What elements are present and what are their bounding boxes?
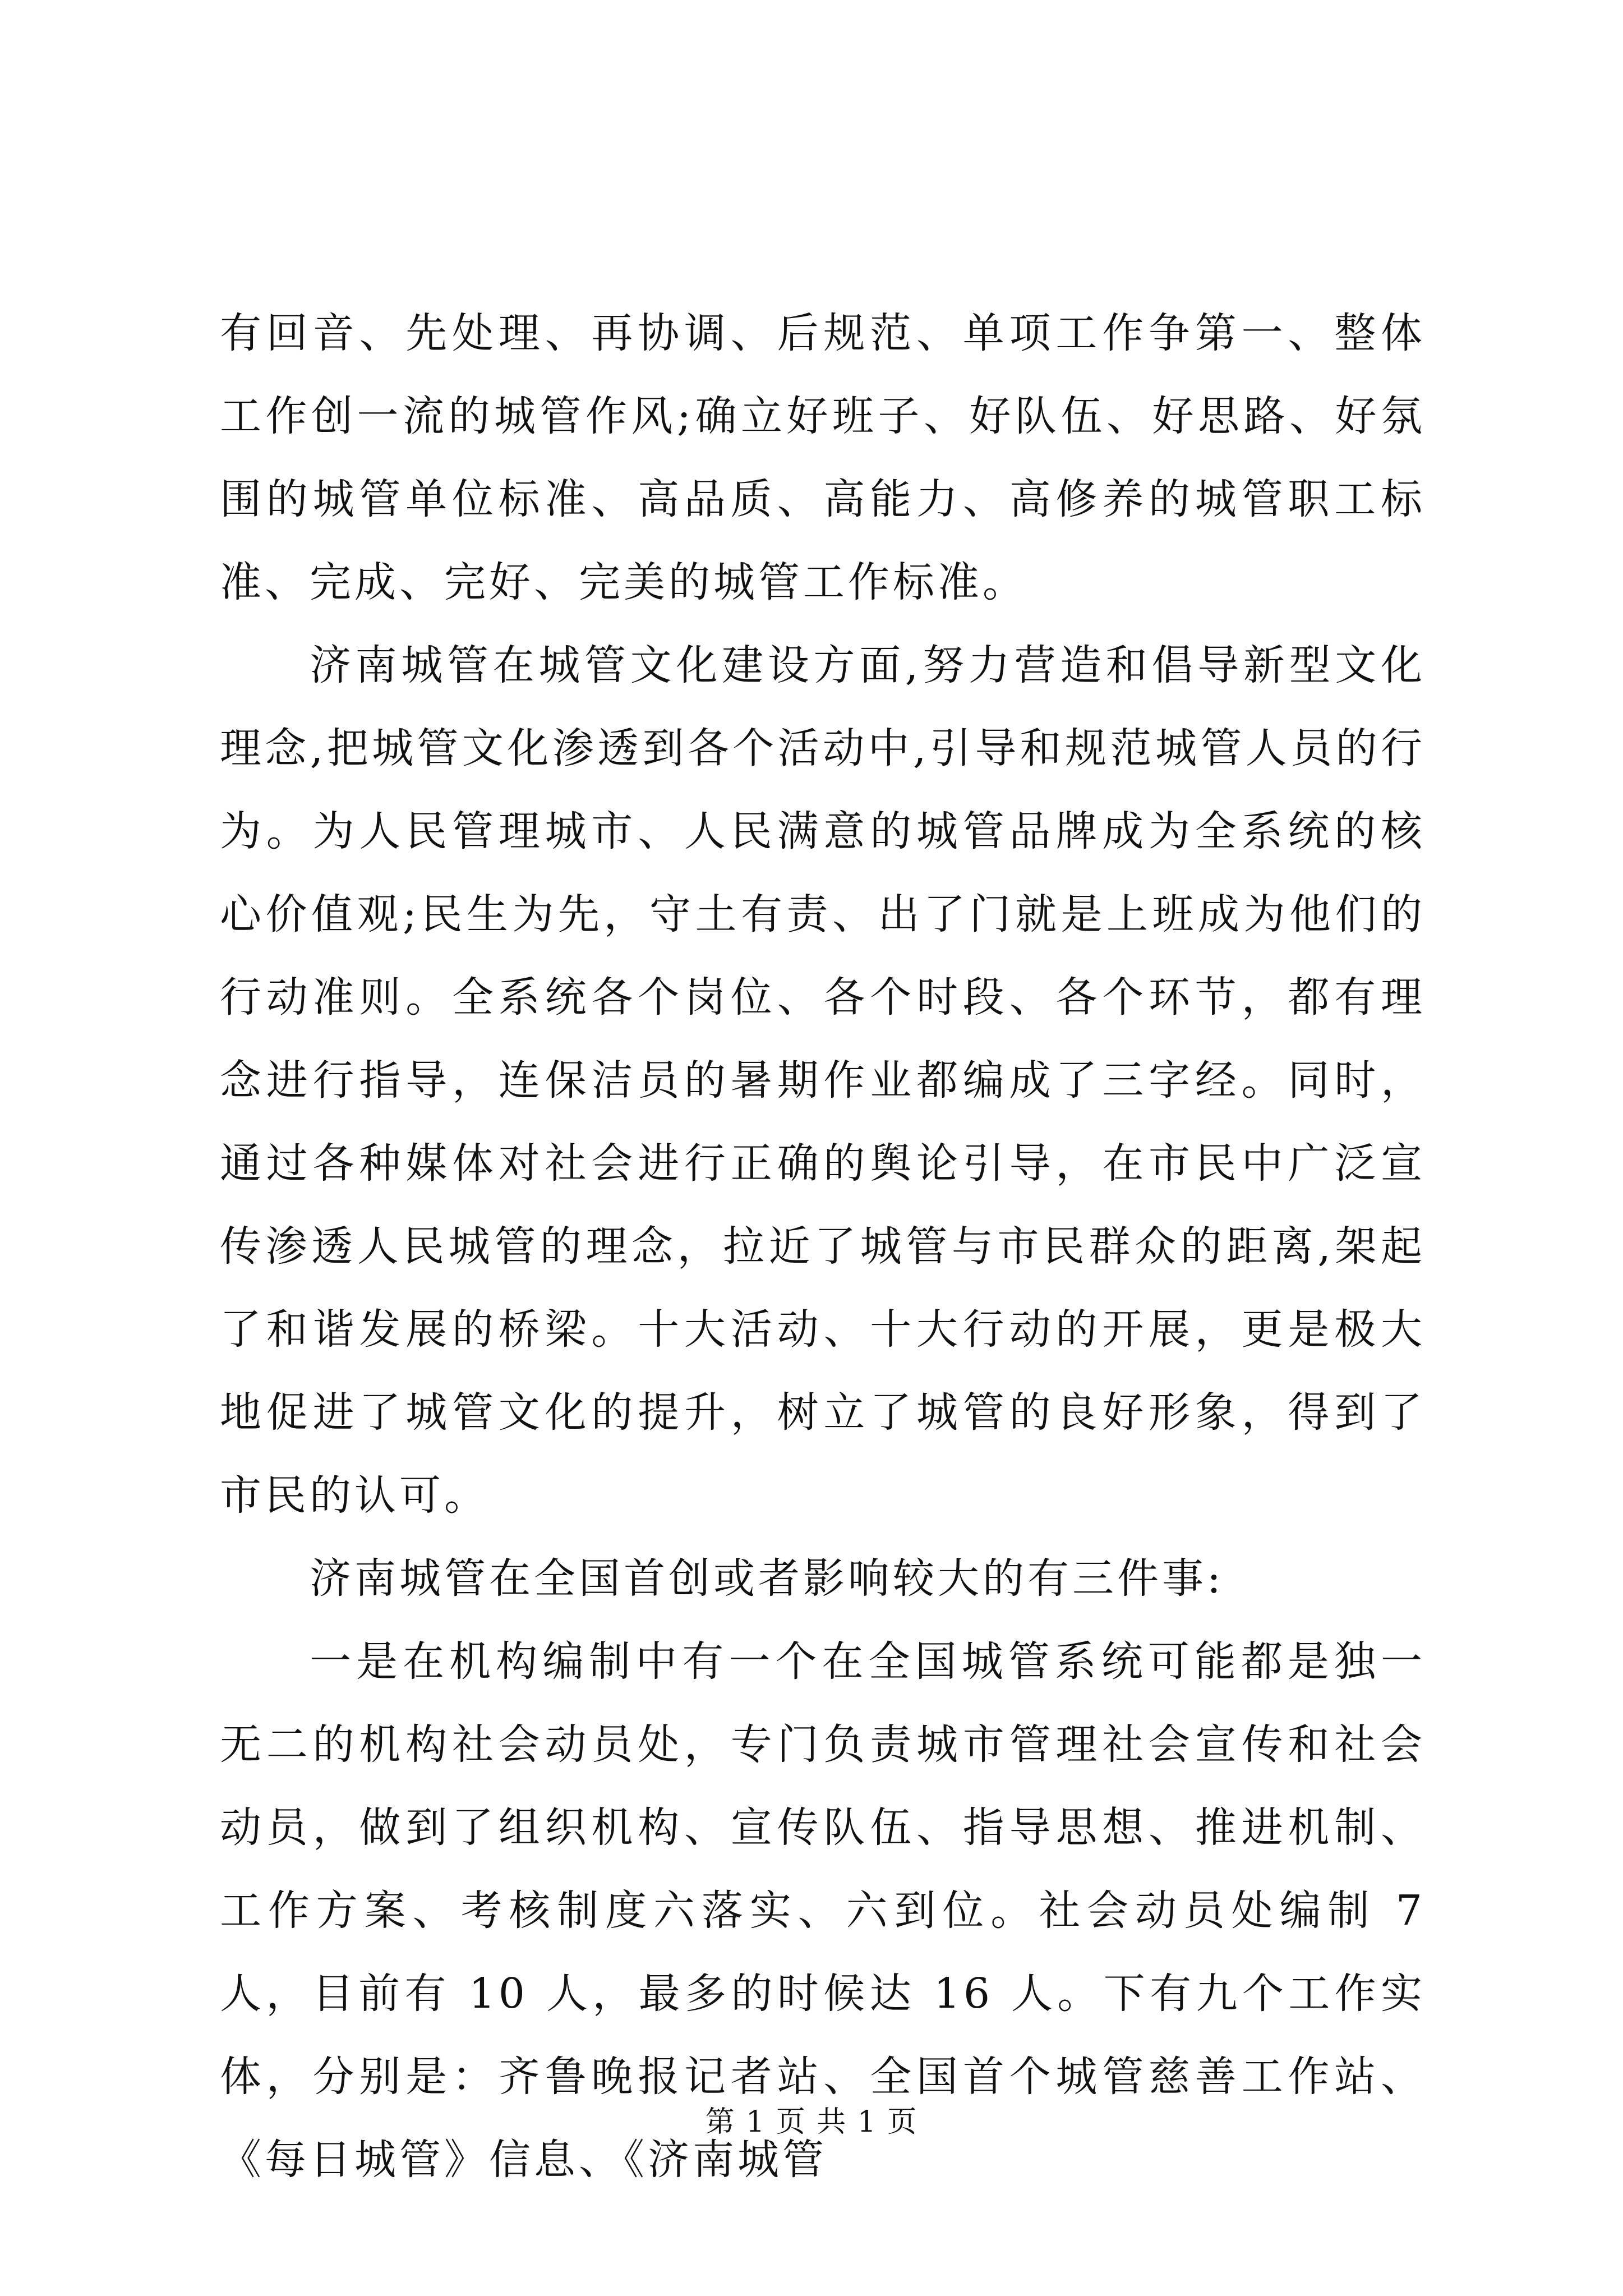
paragraph-1: 有回音、先处理、再协调、后规范、单项工作争第一、整体工作创一流的城管作风;确立好班子、好队伍、好思路、好氛围的城管单位标准、高品质、高能力、高修养的城管职工标准、完成、完好、完美的城管工作标准。 — [220, 309, 1426, 606]
paragraph-3: 济南城管在全国首创或者影响较大的有三件事: — [310, 1554, 1224, 1603]
document-body — [220, 292, 1426, 2201]
paragraph-2: 济南城管在城管文化建设方面,努力营造和倡导新型文化理念,把城管文化渗透到各个活动中,引导和规范城管人员的行为。为人民管理城市、人民满意的城管品牌成为全系统的核心价值观;民生为先，守土有责、出了门就是上班成为他们的行动准则。全系统各个岗位、各个时段、各个环节，都有理念进行指导，连保洁员的暑期作业都编成了三字经。同时，通过各种媒体对社会进行正确的舆论引导，在市民中广泛宣传渗透人民城管的理念，拉近了城管与市民群众的距离,架起了和谐发展的桥梁。十大活动、十大行动的开展，更是极大地促进了城管文化的提升，树立了城管的良好形象，得到了市民的认可。 — [220, 641, 1426, 1520]
paragraph-4: 一是在机构编制中有一个在全国城管系统可能都是独一无二的机构社会动员处，专门负责城市管理社会宣传和社会动员，做到了组织机构、宣传队伍、指导思想、推进机制、工作方案、考核制度六落实、六到位。社会动员处编制 7 人，目前有 10 人，最多的时候达 16 人。下有九个工作实体，分别是：齐鲁晚报记者站、全国首个城管慈善工作站、《每日城管》信息、《济南城管 — [220, 1637, 1426, 2184]
page-footer: 第 1 页 共 1 页 — [705, 2105, 918, 2139]
